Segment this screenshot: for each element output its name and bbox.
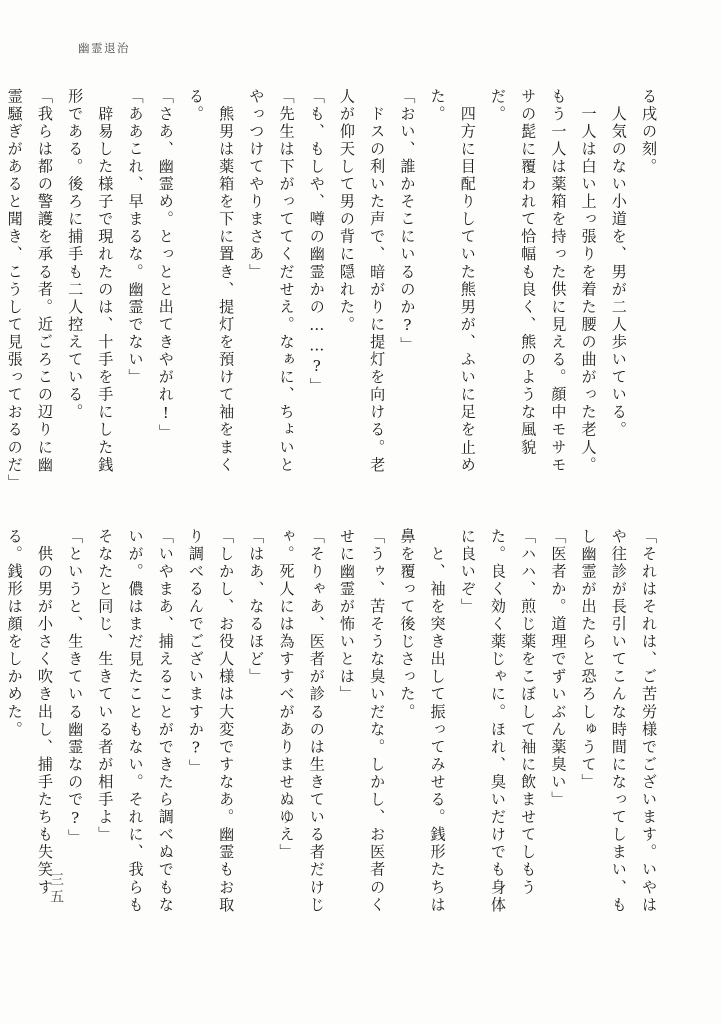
paragraph: る戌の刻。 (640, 88, 658, 176)
paragraph: 熊男は薬箱を下に置き、提灯を預けて袖をまくる。 (186, 88, 236, 475)
paragraph: 「我らは都の警護を承る者。近ごろこの辺りに幽霊騒ぎがあると聞き、こうして見張っておるのだ」 (5, 88, 54, 492)
running-head: 幽霊退治 (78, 41, 130, 55)
paragraph: 人気のない小道を、男が二人歩いている。 (609, 88, 628, 439)
paragraph: 一人は白い上っ張りを着た腰の曲がった老人。もう一人は薬箱を持った供に見える。顔中モサモサの髭に覆われて恰幅も良く、熊のような風貌だ。 (488, 88, 598, 475)
paragraph: 「はあ、なるほど」 (247, 528, 266, 686)
paragraph: 「おい、誰かそこにいるのか?」 (398, 88, 417, 355)
paragraph: 「医者か。道理でずいぶん薬臭い」 (549, 528, 568, 809)
paragraph: 四方に目配りしていた熊男が、ふいに足を止めた。 (428, 88, 477, 475)
paragraph: 「ハハ、煎じ薬をこぼして袖に飲ませてしもうた。良く効く薬じゃに。ほれ、臭いだけでも身体に良いぞ」 (458, 528, 538, 915)
paragraph: 辟易した様子で現れたのは、十手を手にした銭形である。後ろに捕手も二人控えている。 (66, 88, 115, 475)
page-number: 三五 (48, 872, 64, 906)
paragraph: 供の男が小さく吹き出し、捕手たちも失笑する。銭形は顔をしかめた。 (5, 528, 54, 897)
paragraph: 「も、もしや、噂の幽霊かの……?」 (307, 88, 326, 396)
paragraph: 「しかし、お役人様は大変ですなあ。幽霊もお取り調べるんでございますか?」 (186, 528, 236, 915)
paragraph: 「それはそれは、ご苦労様でございます。いやはや往診が長引いてこんな時間になってしまい、もし幽霊が出たらと恐ろしゅうて」 (579, 528, 658, 915)
paragraph: 「そりゃあ、医者が診るのは生きている者だけじゃ。死人には為すすべがありませぬゆえ」 (277, 528, 326, 915)
paragraph: と、袖を突き出して振ってみせる。銭形たちは鼻を覆って後じさった。 (398, 528, 447, 915)
paragraph: 「先生は下がっててくだせえ。なぁに、ちょいとやっつけてやりまさあ」 (247, 88, 296, 475)
paragraph: 「というと、生きている幽霊なので?」 (66, 528, 85, 847)
paragraph: 「ああこれ、早まるな。幽霊でない」 (126, 88, 145, 387)
paragraph: 「さあ、幽霊め。とっとと出てきやがれ!」 (156, 88, 175, 442)
paragraph: 「うゥ、苦そうな臭いだな。しかし、お医者のくせに幽霊が怖いとは」 (337, 528, 387, 915)
paragraph: 「いやまあ、捕えることができたら調べぬでもないが。儂はまだ見たこともない。それに、我らもそなたと同じ、生きている者が相手よ」 (96, 528, 175, 915)
body-text-upper-block (5, 88, 664, 492)
paragraph: ドスの利いた声で、暗がりに提灯を向ける。老人が仰天して男の背に隠れた。 (337, 88, 387, 475)
